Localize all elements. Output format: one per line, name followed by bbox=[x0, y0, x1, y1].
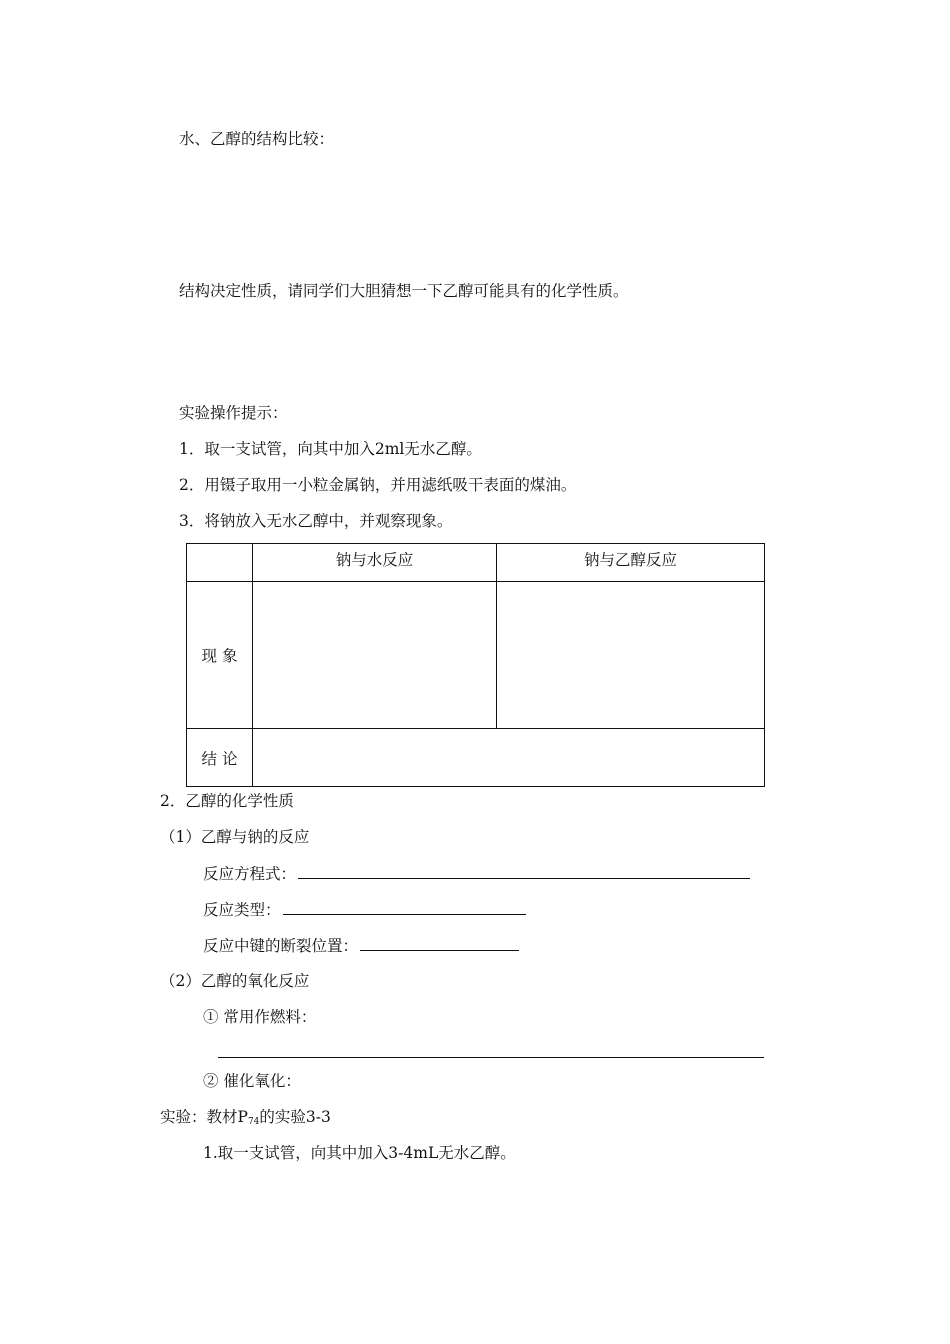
table-header-row bbox=[187, 544, 765, 582]
experiment2-line bbox=[160, 1107, 331, 1132]
experiment2-step-1: 1.取一支试管，向其中加入3-4mL无水乙醇。 bbox=[203, 1144, 516, 1162]
row-header-conclusion: 结 论 bbox=[187, 729, 253, 787]
section2-title: 2．乙醇的化学性质 bbox=[160, 792, 294, 810]
table-corner-cell bbox=[187, 544, 253, 582]
structure-compare-text: 水、乙醇的结构比较： bbox=[179, 130, 335, 148]
cell-conclusion[interactable] bbox=[253, 729, 765, 787]
experiment2-page-subscript: 74 bbox=[247, 1117, 260, 1127]
bond-break-blank[interactable] bbox=[360, 935, 519, 951]
table-row-conclusion bbox=[187, 729, 765, 787]
cell-phenomenon-water[interactable] bbox=[253, 582, 497, 729]
sub2-title: （2）乙醇的氧化反应 bbox=[160, 972, 310, 990]
tip-step-1: 1．取一支试管，向其中加入2ml无水乙醇。 bbox=[179, 440, 482, 458]
experiment2-prefix: 实验：教材P bbox=[160, 1108, 248, 1126]
reaction-type-blank[interactable] bbox=[283, 899, 526, 915]
fuel-answer-line[interactable] bbox=[218, 1057, 764, 1058]
equation-blank[interactable] bbox=[298, 863, 750, 879]
sub1-title: （1）乙醇与钠的反应 bbox=[160, 828, 310, 846]
guess-prompt-text: 结构决定性质，请同学们大胆猜想一下乙醇可能具有的化学性质。 bbox=[179, 282, 629, 300]
bond-break-line bbox=[203, 935, 519, 956]
bond-break-label: 反应中键的断裂位置： bbox=[203, 937, 359, 955]
catalytic-oxidation-label: ② 催化氧化： bbox=[203, 1072, 301, 1090]
row-header-phenomenon: 现 象 bbox=[187, 582, 253, 729]
cell-phenomenon-ethanol[interactable] bbox=[497, 582, 765, 729]
observation-table bbox=[186, 543, 765, 787]
fuel-label: ① 常用作燃料： bbox=[203, 1008, 317, 1026]
tip-step-2: 2．用镊子取用一小粒金属钠，并用滤纸吸干表面的煤油。 bbox=[179, 476, 577, 494]
tip-step-3: 3．将钠放入无水乙醇中，并观察现象。 bbox=[179, 512, 453, 530]
table-row-phenomenon bbox=[187, 582, 765, 729]
equation-line bbox=[203, 863, 750, 884]
col-header-water: 钠与水反应 bbox=[253, 544, 497, 582]
reaction-type-label: 反应类型： bbox=[203, 901, 281, 919]
experiment-tips-heading: 实验操作提示： bbox=[179, 404, 288, 422]
reaction-type-line bbox=[203, 899, 526, 920]
experiment2-suffix: 的实验3-3 bbox=[259, 1108, 331, 1126]
equation-label: 反应方程式： bbox=[203, 865, 297, 883]
col-header-ethanol: 钠与乙醇反应 bbox=[497, 544, 765, 582]
